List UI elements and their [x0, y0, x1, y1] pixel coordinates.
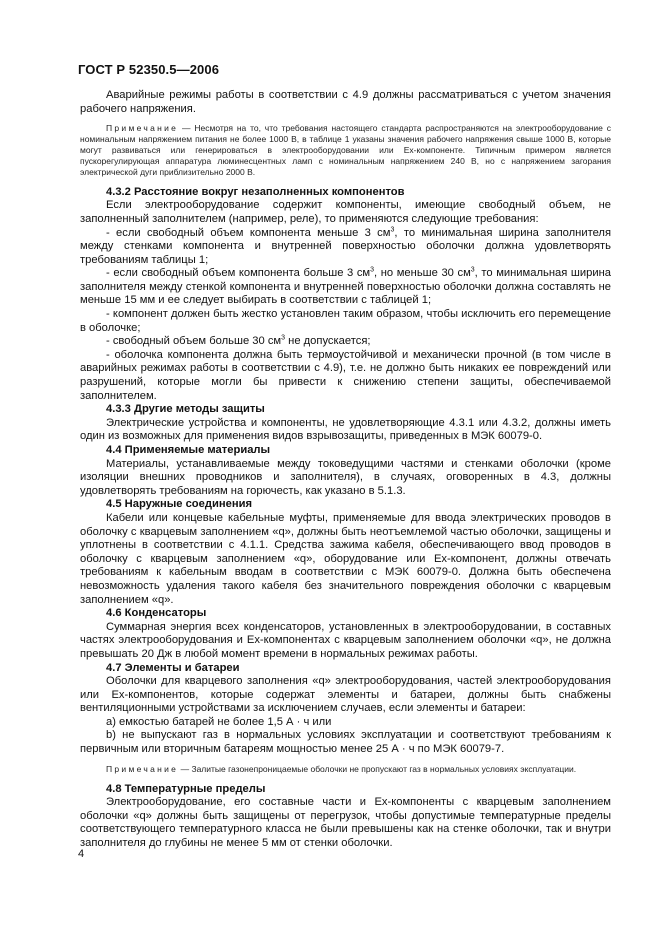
section-title-4-3-2: 4.3.2 Расстояние вокруг незаполненных компонентов: [106, 185, 405, 198]
note-text: — Несмотря на то, что требования настоящего стандарта распространяются на электрооборудование с номинальным напряжением питания не более 1000 В, в таблице 1 указаны значения рабочего напряжения свыше 1000 В, которые могут развиваться или генерироваться в электрооборудовании или Ex-компоненте. Типичным примером является пускорегулирующая аппаратура люминесцентных ламп с номинальным напряжением 240 В, но с напряжением загорания электрической дуги приблизительно 2000 В.: [80, 123, 611, 177]
section-4-3-2-intro: Если электрооборудование содержит компоненты, имеющие свободный объем, не заполненный заполнителем (например, реле), то применяются следующие требования:: [80, 199, 611, 225]
section-title-4-5: 4.5 Наружные соединения: [106, 498, 252, 511]
note-label: Примечание: [106, 763, 179, 774]
note-gas-tight: [80, 764, 611, 775]
note-label: Примечание: [106, 123, 179, 134]
list-item: - свободный объем больше 30 $см^3$ не допускается;: [106, 334, 371, 348]
note-voltage: [80, 123, 611, 178]
section-4-4-text: Материалы, устанавливаемые между токоведущими частями и стенками оболочки (кроме изоляции внешних проводников и заполнителя), в случаях, оговоренных в 4.3, должны удовлетворять требованиям на горючесть, как указано в 5.1.3.: [80, 457, 611, 497]
list-item: а) емкостью батарей не более 1,5 А · ч или: [106, 715, 332, 728]
list-item: b) не выпускают газ в нормальных условиях эксплуатации и соответствуют требованиям к первичным или вторичным батареям мощностью менее 25 А · ч по МЭК 60079-7.: [80, 729, 611, 756]
page-number: 4: [78, 848, 85, 860]
note-text: — Залитые газонепроницаемые оболочки не пропускают газ в нормальных условиях эксплуатации.: [180, 763, 577, 774]
section-title-4-6: 4.6 Конденсаторы: [106, 607, 207, 620]
document-header: ГОСТ Р 52350.5—2006: [78, 62, 220, 77]
list-item: - оболочка компонента должна быть термоустойчивой и механически прочной (в том числе в аварийных режимах работы в соответствии с 4.9), т.е. не должно быть никаких ее повреждений или разрушений, которые могли бы привести к снижению степени защиты, обеспечиваемой заполнителем.: [80, 348, 611, 402]
section-4-3-3-text: Электрические устройства и компоненты, не удовлетворяющие 4.3.1 или 4.3.2, должны иметь один из возможных для применения видов взрывозащиты, приведенных в МЭК 60079-0.: [80, 416, 611, 443]
list-item: - компонент должен быть жестко установлен таким образом, чтобы исключить его перемещение в оболочке;: [80, 308, 611, 334]
page-content: [80, 89, 611, 851]
section-title-4-8: 4.8 Температурные пределы: [106, 782, 266, 795]
list-item: - если свободный объем компонента больше 3 $см^3$, но меньше 30 $см^3$, то минимальная ширина заполнителя между стенкой компонента и внутренней поверхностью оболочки должна составлять не меньше 15 мм и ее следует выбирать в соответствии с таблицей 1;: [80, 266, 611, 307]
section-4-6-text: Суммарная энергия всех конденсаторов, установленных в электрооборудовании, в составных частях электрооборудования и Ex-компонентах с кварцевым заполнением оболочки «q», не должна превышать 20 Дж в любой момент времени в нормальных режимах работы.: [80, 620, 611, 660]
section-4-7-text: Оболочки для кварцевого заполнения «q» электрооборудования, частей электрооборудования или Ex-компонентов, которые содержат элементы и батареи, должны быть снабжены вентиляционными устройствами за исключением случаев, если элементы и батареи:: [80, 675, 611, 715]
list-item: - если свободный объем компонента меньше 3 $см^3$, то минимальная ширина заполнителя между стенками компонента и внутренней поверхностью оболочки должна удовлетворять требованиям таблицы 1;: [80, 225, 612, 266]
section-title-4-4: 4.4 Применяемые материалы: [106, 444, 271, 456]
section-4-5-text: Кабели или концевые кабельные муфты, применяемые для ввода электрических проводов в оболочку с кварцевым заполнением «q», должны быть неотъемлемой частью оболочки, защищены и уплотнены в соответствии с 4.1.1. Средства зажима кабеля, обеспечивающего ввод проводов в оболочку с кварцевым заполнением «q», оборудование или Ex-компонент, должны отвечать требованиям к кабельным вводам в соответствии с МЭК 60079-0. Должна быть обеспечена невозможность удаления такого кабеля без значительного повреждения оболочки с кварцевым заполнением «q».: [80, 511, 611, 606]
section-title-4-7: 4.7 Элементы и батареи: [106, 661, 240, 674]
section-4-8-text: Электрооборудование, его составные части и Ex-компоненты с кварцевым заполнением оболочки «q» должны быть защищены от перегрузок, чтобы допустимые температурные пределы соответствующего температурного класса не были превышены как на стенке оболочки, так и внутри заполнителя до глубины не менее 5 мм от стенки оболочки.: [80, 796, 611, 849]
section-title-4-3-3: 4.3.3 Другие методы защиты: [106, 403, 265, 416]
paragraph-emergency-modes: Аварийные режимы работы в соответствии с 4.9 должны рассматриваться с учетом значения рабочего напряжения.: [80, 89, 611, 115]
